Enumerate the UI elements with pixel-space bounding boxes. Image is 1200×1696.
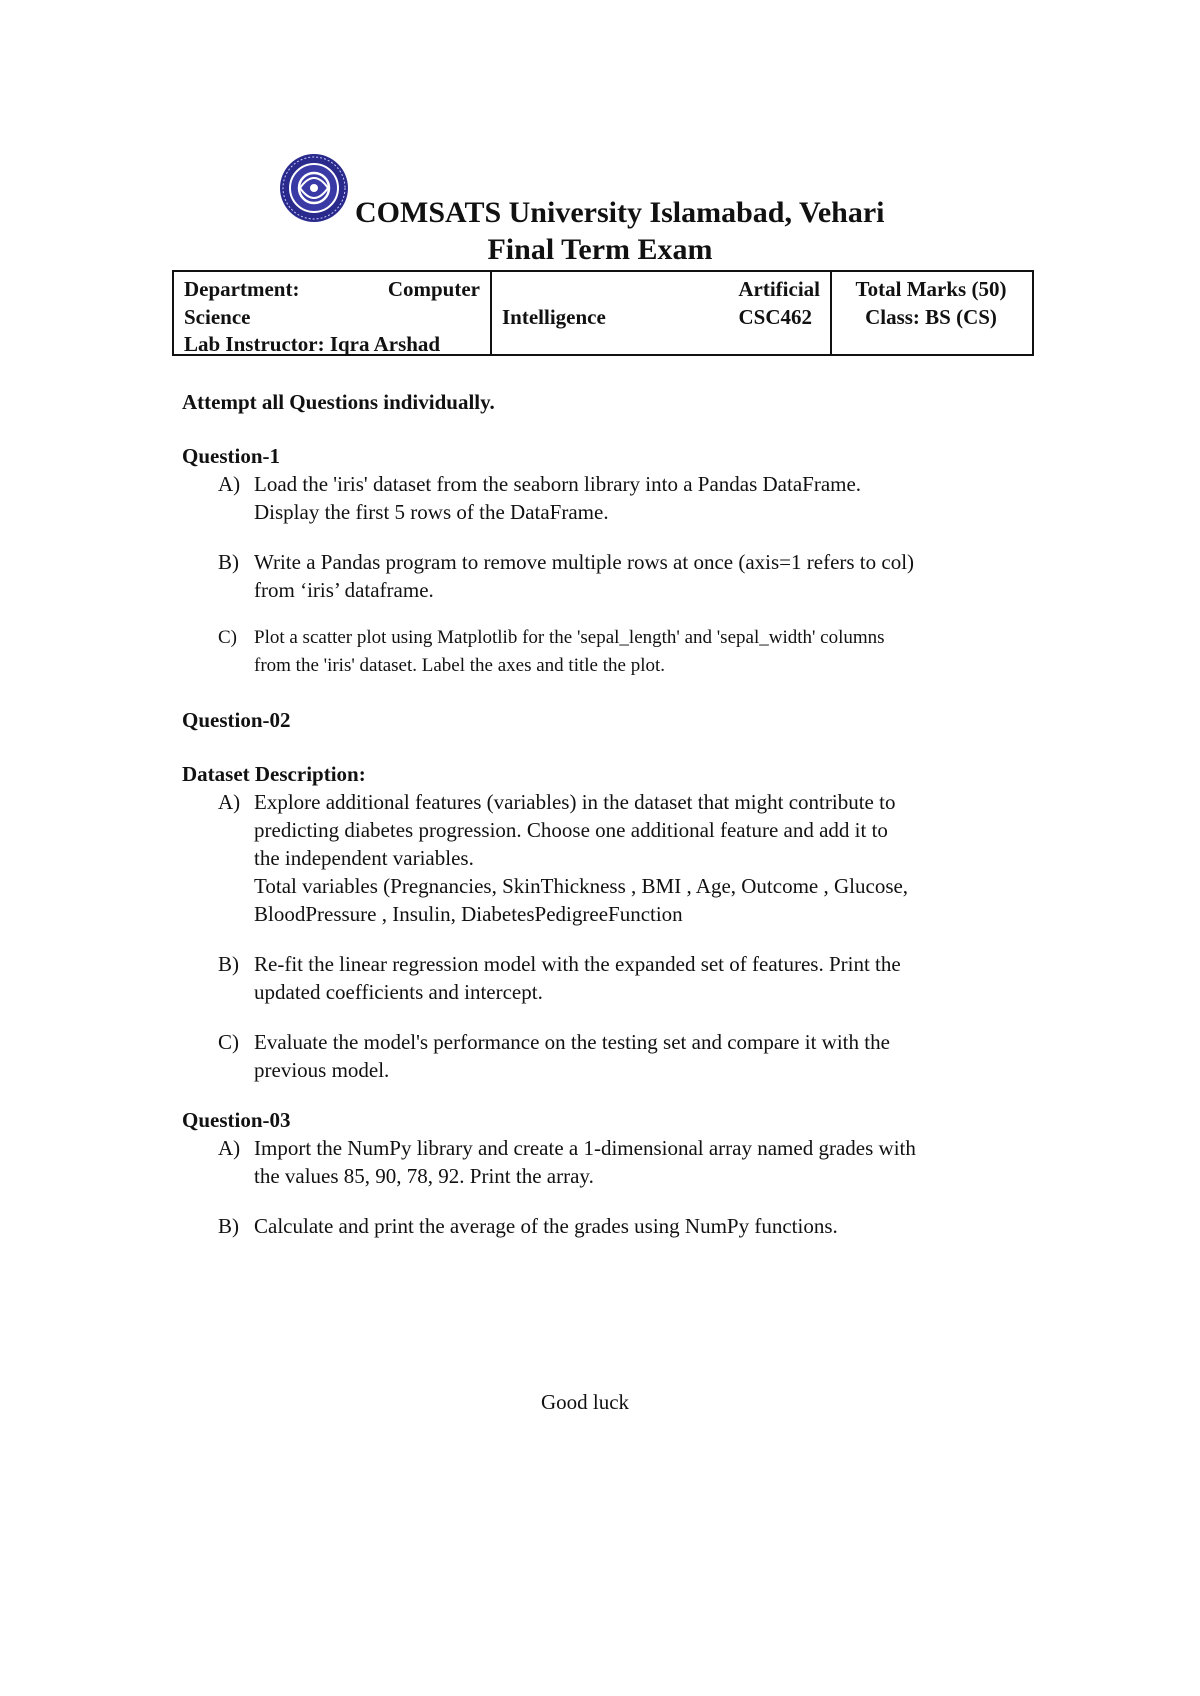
item-letter: B) [218, 952, 239, 976]
good-luck-footer: Good luck [540, 1390, 630, 1414]
course-name-part2: Intelligence [502, 305, 606, 329]
question-3a-line1: Import the NumPy library and create a 1-dimensional array named grades with [254, 1136, 916, 1160]
exam-content [182, 388, 1022, 1240]
question-3a-line2: the values 85, 90, 78, 92. Print the array. [254, 1164, 594, 1188]
university-title: COMSATS University Islamabad, Vehari [355, 196, 885, 229]
question-2b-line1: Re-fit the linear regression model with the expanded set of features. Print the [254, 952, 901, 976]
question-2a-line4: Total variables (Pregnancies, SkinThickness , BMI , Age, Outcome , Glucose, [254, 874, 909, 898]
question-1b [182, 548, 1022, 604]
class-label: Class: BS (CS) [865, 305, 997, 329]
question-2b-line2: updated coefficients and intercept. [254, 980, 543, 1004]
question-2a-line2: predicting diabetes progression. Choose one additional feature and add it to [254, 818, 888, 842]
question-1c-line1: Plot a scatter plot using Matplotlib for the 'sepal_length' and 'sepal_width' columns [254, 627, 885, 648]
question-3-title: Question-03 [182, 1108, 291, 1132]
dataset-description-heading: Dataset Description: [182, 762, 366, 786]
question-2c-line1: Evaluate the model's performance on the testing set and compare it with the [254, 1030, 890, 1054]
item-letter: A) [218, 790, 241, 814]
question-3b [182, 1212, 1022, 1240]
item-letter: C) [218, 627, 237, 648]
question-1-title: Question-1 [182, 444, 281, 468]
question-2a [182, 788, 1022, 928]
department-value-1: Computer [387, 277, 480, 301]
lab-instructor: Lab Instructor: Iqra Arshad [184, 332, 441, 356]
total-marks: Total Marks (50) [855, 277, 1007, 301]
department-value-2: Science [184, 305, 251, 329]
item-letter: C) [218, 1030, 239, 1054]
course-code: CSC462 [738, 305, 812, 329]
question-1a-line1: Load the 'iris' dataset from the seaborn library into a Pandas DataFrame. [254, 472, 862, 496]
item-letter: A) [218, 472, 241, 496]
question-2b [182, 950, 1022, 1006]
question-1a [182, 470, 1022, 526]
department-label: Department: [184, 277, 300, 301]
question-3a [182, 1134, 1022, 1190]
question-1b-line1: Write a Pandas program to remove multiple rows at once (axis=1 refers to col) [254, 550, 915, 574]
question-2a-line3: the independent variables. [254, 846, 474, 870]
item-letter: B) [218, 1214, 239, 1238]
question-1b-line2: from ‘iris’ dataframe. [254, 578, 434, 602]
university-logo [278, 152, 350, 224]
question-2c-line2: previous model. [254, 1058, 390, 1082]
question-2-title: Question-02 [182, 708, 291, 732]
item-letter: A) [218, 1136, 241, 1160]
exam-title: Final Term Exam [487, 233, 713, 266]
marks-cell [830, 272, 1032, 354]
question-1a-line2: Display the first 5 rows of the DataFrame. [254, 500, 609, 524]
course-info-table [172, 270, 1034, 356]
question-1c [182, 624, 1022, 680]
question-1c-line2: from the 'iris' dataset. Label the axes and title the plot. [254, 655, 665, 676]
question-3b-line1: Calculate and print the average of the grades using NumPy functions. [254, 1214, 838, 1238]
course-name-part1: Artificial [738, 277, 820, 301]
question-2a-line1: Explore additional features (variables) in the dataset that might contribute to [254, 790, 896, 814]
question-2c [182, 1028, 1022, 1084]
course-cell [492, 272, 832, 354]
question-2a-line5: BloodPressure , Insulin, DiabetesPedigreeFunction [254, 902, 683, 926]
item-letter: B) [218, 550, 239, 574]
instructions: Attempt all Questions individually. [182, 390, 495, 414]
department-cell [174, 272, 492, 354]
